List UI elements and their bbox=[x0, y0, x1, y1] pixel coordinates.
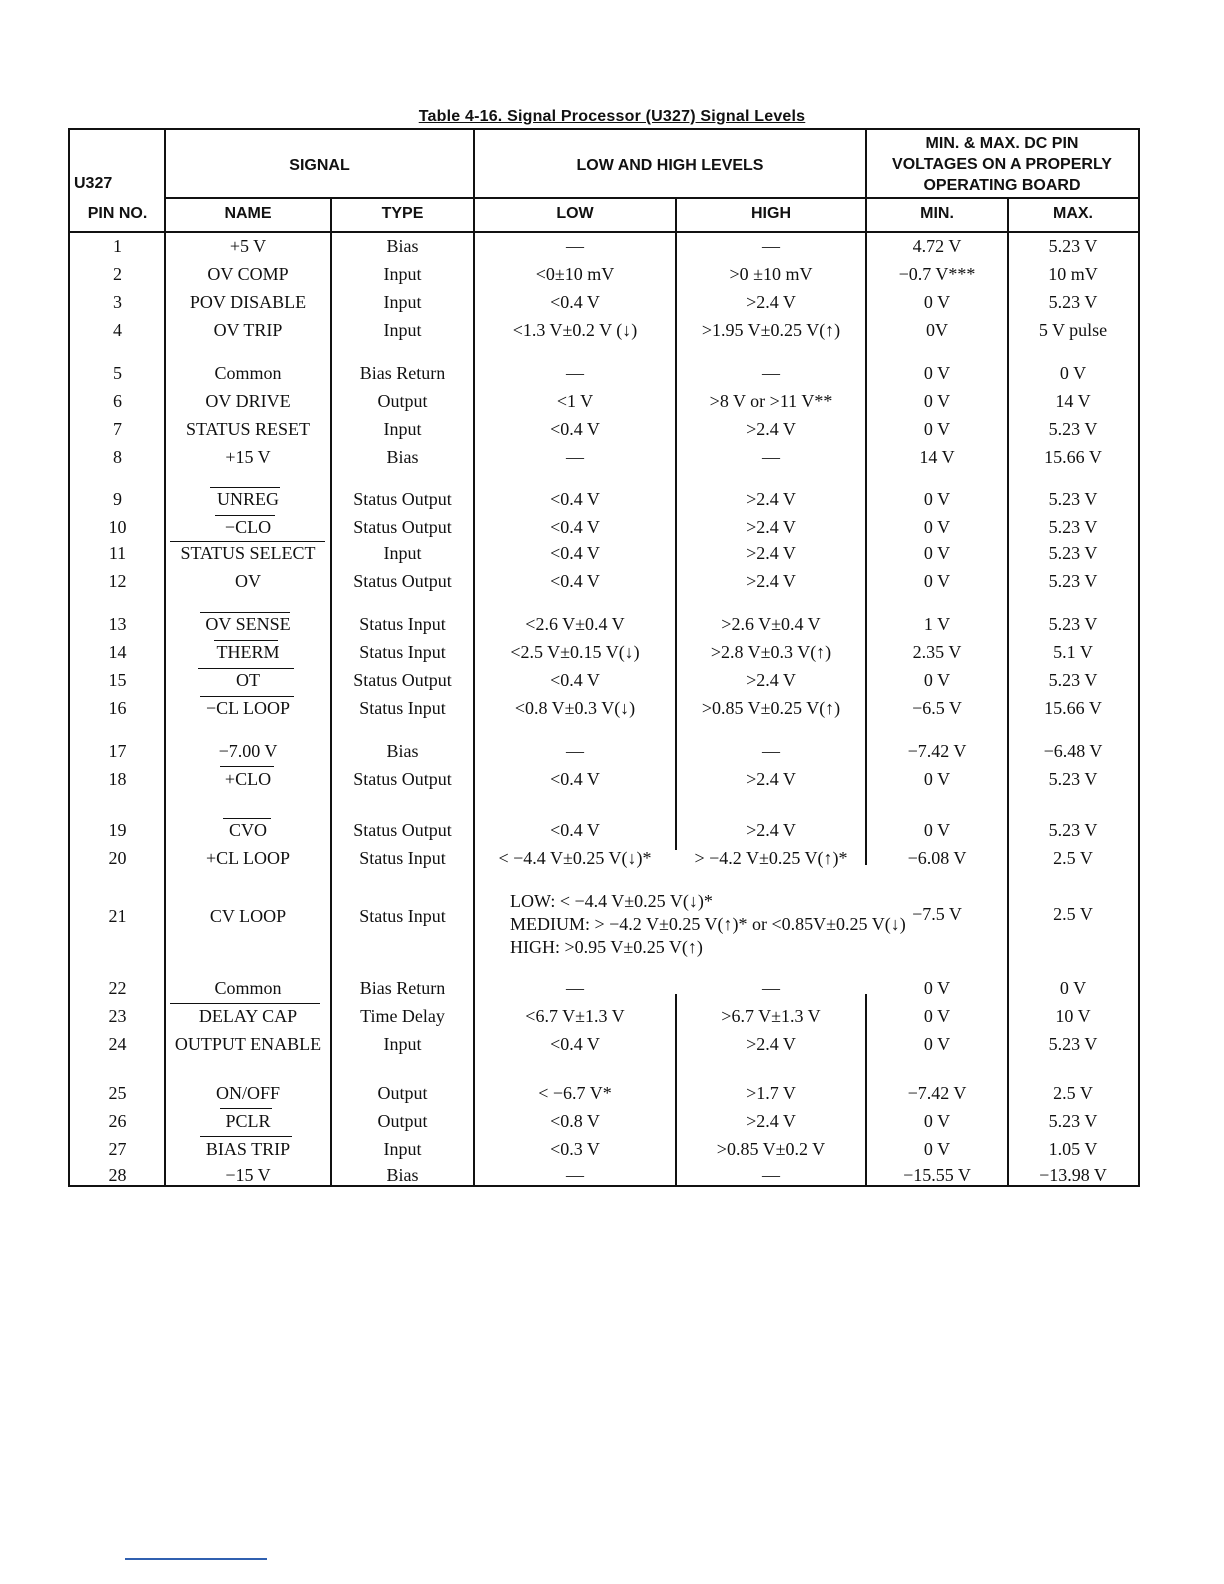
cell-name: BIAS TRIP bbox=[205, 1139, 291, 1159]
cell-high: — bbox=[762, 447, 780, 467]
cell-low: <2.6 V±0.4 V bbox=[525, 614, 625, 634]
cell-max: 5.1 V bbox=[1053, 642, 1093, 662]
cell-low: <0.4 V bbox=[550, 489, 600, 509]
cell-high: >1.7 V bbox=[746, 1083, 796, 1103]
table-row bbox=[70, 1135, 1138, 1163]
table-row bbox=[70, 567, 1138, 595]
cell-pin: 19 bbox=[108, 820, 127, 840]
cell-min: −0.7 V*** bbox=[898, 264, 976, 284]
cell-high: — bbox=[762, 236, 780, 256]
cell-pin: 16 bbox=[108, 698, 127, 718]
cell-pin: 27 bbox=[108, 1139, 127, 1159]
cell-name: OT bbox=[236, 670, 260, 690]
cell-pin: 25 bbox=[108, 1083, 127, 1103]
cell-type: Output bbox=[377, 391, 428, 411]
cell-max: 5.23 V bbox=[1048, 1111, 1098, 1131]
cell-pin: 11 bbox=[108, 543, 127, 563]
cell-type: Input bbox=[383, 543, 422, 563]
cell-low: — bbox=[566, 363, 584, 383]
cell-max: 15.66 V bbox=[1044, 698, 1102, 718]
cell-low: — bbox=[566, 236, 584, 256]
cell-name: −CLO bbox=[224, 517, 272, 537]
cell-high: — bbox=[762, 741, 780, 761]
cell-name: +15 V bbox=[225, 447, 271, 467]
cell-type: Input bbox=[383, 292, 422, 312]
cell-high: >2.4 V bbox=[746, 670, 796, 690]
cell-pin: 12 bbox=[108, 571, 127, 591]
cell-pin: 3 bbox=[113, 292, 122, 312]
cell-low: <0.4 V bbox=[550, 292, 600, 312]
table-row bbox=[70, 974, 1138, 1002]
cell-high: > −4.2 V±0.25 V(↑)* bbox=[694, 848, 848, 868]
cell-high: — bbox=[762, 1165, 780, 1185]
header-type: TYPE bbox=[381, 205, 424, 222]
cell-min: 0 V bbox=[923, 820, 951, 840]
header-low: LOW bbox=[556, 205, 594, 222]
cell-min: −15.55 V bbox=[903, 1165, 971, 1185]
cell-pin: 10 bbox=[108, 517, 127, 537]
table-row bbox=[70, 1161, 1138, 1189]
cell-name: UNREG bbox=[217, 489, 279, 509]
cell-min: −7.5 V bbox=[912, 904, 962, 924]
cell-min: 0 V bbox=[923, 363, 951, 383]
table-row bbox=[70, 443, 1138, 471]
cell-type: Bias bbox=[386, 236, 419, 256]
table-row bbox=[70, 539, 1138, 567]
table-row bbox=[70, 513, 1138, 541]
cell-low: <0.8 V bbox=[550, 1111, 600, 1131]
overline-mark bbox=[170, 1003, 320, 1004]
table-row bbox=[70, 666, 1138, 694]
cell-high: >2.8 V±0.3 V(↑) bbox=[710, 642, 832, 662]
cell-type: Status Input bbox=[359, 906, 446, 926]
cell-max: −13.98 V bbox=[1039, 1165, 1107, 1185]
cell-min: 4.72 V bbox=[912, 236, 962, 256]
cell-low: <1.3 V±0.2 V (↓) bbox=[512, 320, 638, 340]
cell-high: >0.85 V±0.2 V bbox=[716, 1139, 826, 1159]
cell-max: −6.48 V bbox=[1043, 741, 1103, 761]
cell-min: 0 V bbox=[923, 489, 951, 509]
cell-type: Output bbox=[377, 1083, 428, 1103]
cell-min: 0V bbox=[926, 320, 948, 340]
header-signal: SIGNAL bbox=[289, 157, 350, 174]
overline-mark bbox=[220, 1108, 272, 1109]
cell-type: Time Delay bbox=[360, 1006, 445, 1026]
cell-max: 5.23 V bbox=[1048, 769, 1098, 789]
cell-max: 5.23 V bbox=[1048, 292, 1098, 312]
header-pin-bottom: PIN NO. bbox=[87, 205, 148, 222]
cell-min: −6.08 V bbox=[907, 848, 967, 868]
header-name: NAME bbox=[224, 205, 272, 222]
cell-high: >2.4 V bbox=[746, 292, 796, 312]
cell-low: — bbox=[566, 447, 584, 467]
cell-pin: 6 bbox=[113, 391, 122, 411]
cell-min: 0 V bbox=[923, 1034, 951, 1054]
table-row bbox=[70, 1030, 1138, 1058]
header-dc-line2: VOLTAGES ON A PROPERLY bbox=[892, 156, 1112, 173]
cell-name: Common bbox=[214, 363, 282, 383]
cell-high: >2.4 V bbox=[746, 769, 796, 789]
table-row bbox=[70, 610, 1138, 638]
cell-max: 5.23 V bbox=[1048, 517, 1098, 537]
cell-type: Status Input bbox=[359, 642, 446, 662]
cell-high: >2.4 V bbox=[746, 517, 796, 537]
overline-mark bbox=[223, 818, 271, 819]
cell-high: — bbox=[762, 978, 780, 998]
cell-pin: 23 bbox=[108, 1006, 127, 1026]
cell-high: >2.4 V bbox=[746, 489, 796, 509]
cell-min: 0 V bbox=[923, 769, 951, 789]
cell-min: −7.42 V bbox=[907, 741, 967, 761]
table-row bbox=[70, 232, 1138, 260]
header-min: MIN. bbox=[920, 205, 954, 222]
cell-min: 0 V bbox=[923, 670, 951, 690]
cell-type: Status Input bbox=[359, 848, 446, 868]
overline-mark bbox=[210, 487, 280, 488]
cell-low: <0.4 V bbox=[550, 820, 600, 840]
cell-type: Bias Return bbox=[359, 363, 446, 383]
cell-low: <1 V bbox=[556, 391, 594, 411]
overline-mark bbox=[200, 696, 294, 697]
cell-pin: 14 bbox=[108, 642, 127, 662]
cell-type: Input bbox=[383, 1139, 422, 1159]
cell-max: 5.23 V bbox=[1048, 489, 1098, 509]
table-row bbox=[70, 359, 1138, 387]
cell-pin: 1 bbox=[113, 236, 122, 256]
cell-low: — bbox=[566, 741, 584, 761]
cell-name: OUTPUT ENABLE bbox=[174, 1034, 322, 1054]
cell-max: 10 V bbox=[1055, 1006, 1091, 1026]
cell-low: <0.4 V bbox=[550, 571, 600, 591]
cell-name: OV bbox=[235, 571, 261, 591]
table-row bbox=[70, 737, 1138, 765]
cell-pin: 20 bbox=[108, 848, 127, 868]
cell-pin: 8 bbox=[113, 447, 122, 467]
cell-low: <2.5 V±0.15 V(↓) bbox=[510, 642, 640, 662]
cell-name: OV TRIP bbox=[213, 320, 283, 340]
cell-pin: 18 bbox=[108, 769, 127, 789]
cell-pin: 17 bbox=[108, 741, 127, 761]
cell-pin: 2 bbox=[113, 264, 122, 284]
table-row bbox=[70, 638, 1138, 666]
cell-max: 5.23 V bbox=[1048, 614, 1098, 634]
cell-high: — bbox=[762, 363, 780, 383]
cell-max: 5.23 V bbox=[1048, 1034, 1098, 1054]
cv-loop-levels bbox=[510, 890, 906, 959]
cell-max: 2.5 V bbox=[1053, 904, 1093, 924]
table-row bbox=[70, 415, 1138, 443]
cv-loop-high: HIGH: >0.95 V±0.25 V(↑) bbox=[510, 937, 703, 957]
header-dc-line3: OPERATING BOARD bbox=[923, 177, 1081, 194]
cell-min: 0 V bbox=[923, 1006, 951, 1026]
header-max: MAX. bbox=[1053, 205, 1093, 222]
cell-type: Bias bbox=[386, 1165, 419, 1185]
cell-pin: 4 bbox=[113, 320, 122, 340]
cell-pin: 5 bbox=[113, 363, 122, 383]
cell-name: +CL LOOP bbox=[206, 848, 290, 868]
cell-name: CV LOOP bbox=[209, 906, 287, 926]
overline-mark bbox=[198, 668, 294, 669]
cell-low: <0.4 V bbox=[550, 670, 600, 690]
table-row bbox=[70, 260, 1138, 288]
cell-type: Input bbox=[383, 320, 422, 340]
cell-low: <0.4 V bbox=[550, 543, 600, 563]
cell-pin: 21 bbox=[108, 906, 127, 926]
header-high: HIGH bbox=[751, 205, 791, 222]
cell-high: >1.95 V±0.25 V(↑) bbox=[701, 320, 841, 340]
cell-low: < −6.7 V* bbox=[538, 1083, 612, 1103]
cell-min: 0 V bbox=[923, 1139, 951, 1159]
cell-name: Common bbox=[214, 978, 282, 998]
cell-max: 14 V bbox=[1055, 391, 1091, 411]
cell-low: <0.4 V bbox=[550, 419, 600, 439]
cell-high: >0.85 V±0.25 V(↑) bbox=[701, 698, 841, 718]
cell-min: 0 V bbox=[923, 517, 951, 537]
cell-name: −7.00 V bbox=[218, 741, 278, 761]
cell-low: — bbox=[566, 978, 584, 998]
cell-min: 0 V bbox=[923, 1111, 951, 1131]
cell-low: <0.4 V bbox=[550, 769, 600, 789]
cell-pin: 24 bbox=[108, 1034, 127, 1054]
cell-min: −6.5 V bbox=[912, 698, 962, 718]
cell-min: 14 V bbox=[919, 447, 955, 467]
cell-max: 15.66 V bbox=[1044, 447, 1102, 467]
cell-low: <0.4 V bbox=[550, 517, 600, 537]
cv-loop-medium: MEDIUM: > −4.2 V±0.25 V(↑)* or <0.85V±0.25 V(↓) bbox=[510, 914, 906, 934]
cell-low: <6.7 V±1.3 V bbox=[525, 1006, 625, 1026]
cell-name: THERM bbox=[216, 642, 280, 662]
cell-max: 0 V bbox=[1059, 978, 1087, 998]
cell-name: STATUS RESET bbox=[185, 419, 311, 439]
cell-min: 0 V bbox=[923, 543, 951, 563]
cell-high: >2.4 V bbox=[746, 820, 796, 840]
footnote-rule bbox=[125, 1558, 267, 1560]
cell-max: 5.23 V bbox=[1048, 543, 1098, 563]
cell-high: >0 ±10 mV bbox=[729, 264, 813, 284]
cell-pin: 26 bbox=[108, 1111, 127, 1131]
overline-mark bbox=[215, 515, 275, 516]
cell-pin: 9 bbox=[113, 489, 122, 509]
cell-type: Output bbox=[377, 1111, 428, 1131]
cell-max: 5.23 V bbox=[1048, 236, 1098, 256]
table-row bbox=[70, 1079, 1138, 1107]
table-row bbox=[70, 485, 1138, 513]
cell-name: OV COMP bbox=[207, 264, 289, 284]
cell-name: OV SENSE bbox=[205, 614, 291, 634]
overline-mark bbox=[220, 766, 274, 767]
cell-type: Input bbox=[383, 264, 422, 284]
cell-name: −CL LOOP bbox=[206, 698, 290, 718]
cell-name: ON/OFF bbox=[215, 1083, 281, 1103]
cell-min: 0 V bbox=[923, 292, 951, 312]
cell-type: Status Output bbox=[353, 670, 452, 690]
overline-mark bbox=[200, 1136, 292, 1137]
cell-max: 1.05 V bbox=[1048, 1139, 1098, 1159]
cell-pin: 15 bbox=[108, 670, 127, 690]
cell-high: >2.4 V bbox=[746, 543, 796, 563]
cell-high: >2.4 V bbox=[746, 1111, 796, 1131]
cell-high: >8 V or >11 V** bbox=[709, 391, 833, 411]
cell-pin: 28 bbox=[108, 1165, 127, 1185]
cell-type: Status Output bbox=[353, 571, 452, 591]
cell-high: >2.4 V bbox=[746, 1034, 796, 1054]
cell-low: <0.3 V bbox=[550, 1139, 600, 1159]
cell-name: +5 V bbox=[229, 236, 267, 256]
cell-max: 5.23 V bbox=[1048, 820, 1098, 840]
table-row bbox=[70, 816, 1138, 844]
table-row bbox=[70, 1002, 1138, 1030]
cell-min: −7.42 V bbox=[907, 1083, 967, 1103]
cell-high: >2.6 V±0.4 V bbox=[721, 614, 821, 634]
table-row bbox=[70, 316, 1138, 344]
header-dc-line1: MIN. & MAX. DC PIN bbox=[925, 135, 1079, 152]
cell-high: >6.7 V±1.3 V bbox=[721, 1006, 821, 1026]
cell-type: Bias bbox=[386, 447, 419, 467]
cell-type: Status Output bbox=[353, 820, 452, 840]
overline-mark bbox=[200, 612, 290, 613]
table-row bbox=[70, 288, 1138, 316]
cell-low: <0.8 V±0.3 V(↓) bbox=[514, 698, 636, 718]
cell-type: Status Input bbox=[359, 614, 446, 634]
cell-max: 2.5 V bbox=[1053, 1083, 1093, 1103]
cell-max: 0 V bbox=[1059, 363, 1087, 383]
table-title: Table 4-16. Signal Processor (U327) Signal Levels bbox=[418, 108, 806, 125]
cell-min: 0 V bbox=[923, 571, 951, 591]
cell-pin: 7 bbox=[113, 419, 122, 439]
cell-min: 0 V bbox=[923, 391, 951, 411]
cell-min: 0 V bbox=[923, 978, 951, 998]
cell-max: 5.23 V bbox=[1048, 571, 1098, 591]
table-row bbox=[70, 694, 1138, 722]
cell-type: Status Output bbox=[353, 489, 452, 509]
cell-type: Status Input bbox=[359, 698, 446, 718]
table-row bbox=[70, 765, 1138, 793]
overline-mark bbox=[214, 640, 278, 641]
cell-min: 0 V bbox=[923, 419, 951, 439]
cell-type: Bias Return bbox=[359, 978, 446, 998]
cell-min: 2.35 V bbox=[912, 642, 962, 662]
cell-name: −15 V bbox=[225, 1165, 271, 1185]
table-row bbox=[70, 844, 1138, 872]
cell-max: 5.23 V bbox=[1048, 419, 1098, 439]
cell-name: PCLR bbox=[225, 1111, 271, 1131]
cell-low: < −4.4 V±0.25 V(↓)* bbox=[498, 848, 652, 868]
cell-name: CVO bbox=[228, 820, 267, 840]
cell-type: Input bbox=[383, 1034, 422, 1054]
cell-type: Input bbox=[383, 419, 422, 439]
cv-loop-low: LOW: < −4.4 V±0.25 V(↓)* bbox=[510, 891, 713, 911]
cell-high: >2.4 V bbox=[746, 571, 796, 591]
cell-name: +CLO bbox=[224, 769, 272, 789]
cell-pin: 22 bbox=[108, 978, 127, 998]
cell-max: 10 mV bbox=[1048, 264, 1098, 284]
cell-low: <0.4 V bbox=[550, 1034, 600, 1054]
cell-pin: 13 bbox=[108, 614, 127, 634]
cell-high: >2.4 V bbox=[746, 419, 796, 439]
table-row bbox=[70, 1107, 1138, 1135]
cell-name: OV DRIVE bbox=[205, 391, 291, 411]
cell-type: Bias bbox=[386, 741, 419, 761]
cell-name: STATUS SELECT bbox=[180, 543, 316, 563]
cell-low: <0±10 mV bbox=[535, 264, 615, 284]
cell-max: 5.23 V bbox=[1048, 670, 1098, 690]
cell-max: 5 V pulse bbox=[1038, 320, 1108, 340]
header-pin-top: U327 bbox=[74, 175, 113, 192]
cell-low: — bbox=[566, 1165, 584, 1185]
cell-name: DELAY CAP bbox=[198, 1006, 298, 1026]
cell-name: POV DISABLE bbox=[189, 292, 307, 312]
cell-min: 1 V bbox=[923, 614, 951, 634]
cell-max: 2.5 V bbox=[1053, 848, 1093, 868]
overline-mark bbox=[170, 541, 325, 542]
cell-type: Status Output bbox=[353, 517, 452, 537]
header-divider bbox=[165, 197, 1138, 199]
header-levels: LOW AND HIGH LEVELS bbox=[576, 157, 764, 174]
table-row bbox=[70, 387, 1138, 415]
signal-levels-table bbox=[68, 128, 1140, 1187]
cell-type: Status Output bbox=[353, 769, 452, 789]
